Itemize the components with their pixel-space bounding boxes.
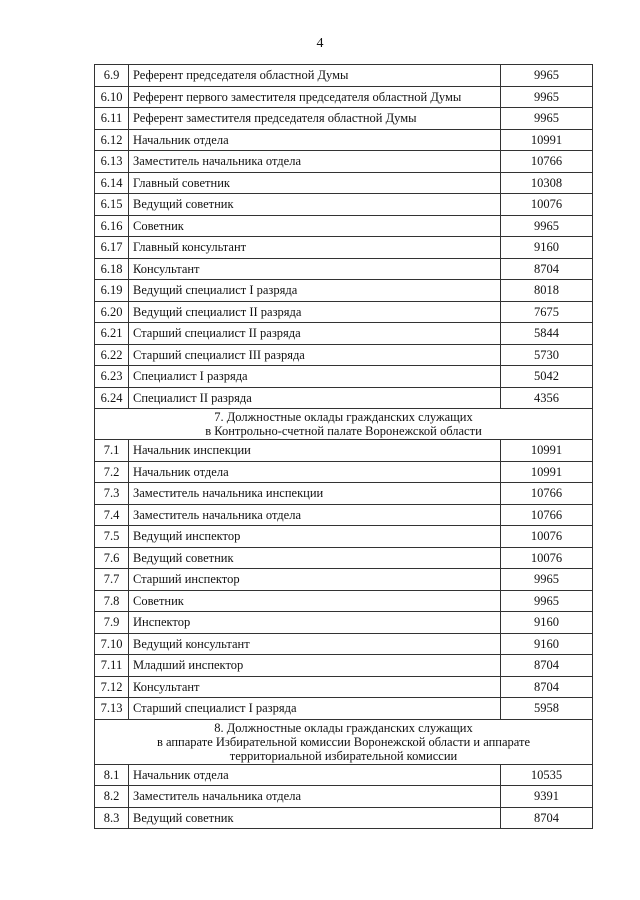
salary-value: 10535 <box>501 764 593 786</box>
salary-table <box>94 64 593 829</box>
position-name: Младший инспектор <box>129 655 501 677</box>
salary-value: 10991 <box>501 461 593 483</box>
row-number: 7.6 <box>95 547 129 569</box>
section-7 <box>95 409 593 440</box>
row-number: 6.12 <box>95 129 129 151</box>
position-name: Специалист II разряда <box>129 387 501 409</box>
position-name: Старший специалист I разряда <box>129 698 501 720</box>
row-number: 7.1 <box>95 440 129 462</box>
row-number: 6.24 <box>95 387 129 409</box>
position-name: Заместитель начальника отдела <box>129 504 501 526</box>
table-row <box>95 344 593 366</box>
section-header-row <box>95 409 593 440</box>
row-number: 7.4 <box>95 504 129 526</box>
salary-value: 10076 <box>501 194 593 216</box>
table-row <box>95 612 593 634</box>
table-row <box>95 323 593 345</box>
salary-value: 10308 <box>501 172 593 194</box>
table-row <box>95 86 593 108</box>
position-name: Заместитель начальника отдела <box>129 786 501 808</box>
table-row <box>95 764 593 786</box>
position-name: Референт заместителя председателя областной Думы <box>129 108 501 130</box>
salary-value: 9160 <box>501 633 593 655</box>
salary-value: 10076 <box>501 547 593 569</box>
position-name: Ведущий советник <box>129 547 501 569</box>
row-number: 8.3 <box>95 807 129 829</box>
table-row <box>95 301 593 323</box>
row-number: 8.2 <box>95 786 129 808</box>
position-name: Главный консультант <box>129 237 501 259</box>
row-number: 7.13 <box>95 698 129 720</box>
row-number: 7.5 <box>95 526 129 548</box>
salary-value: 5042 <box>501 366 593 388</box>
row-number: 7.11 <box>95 655 129 677</box>
row-number: 6.13 <box>95 151 129 173</box>
salary-value: 5730 <box>501 344 593 366</box>
section-header-row <box>95 719 593 764</box>
table-row <box>95 194 593 216</box>
position-name: Начальник отдела <box>129 129 501 151</box>
position-name: Референт председателя областной Думы <box>129 65 501 87</box>
row-number: 6.9 <box>95 65 129 87</box>
rows-section-7 <box>95 440 593 720</box>
table-row <box>95 129 593 151</box>
position-name: Старший специалист III разряда <box>129 344 501 366</box>
row-number: 6.16 <box>95 215 129 237</box>
table-row <box>95 461 593 483</box>
position-name: Старший специалист II разряда <box>129 323 501 345</box>
salary-value: 10076 <box>501 526 593 548</box>
row-number: 7.3 <box>95 483 129 505</box>
row-number: 6.19 <box>95 280 129 302</box>
position-name: Ведущий консультант <box>129 633 501 655</box>
position-name: Главный советник <box>129 172 501 194</box>
salary-value: 9965 <box>501 569 593 591</box>
position-name: Советник <box>129 590 501 612</box>
row-number: 7.7 <box>95 569 129 591</box>
rows-section-8 <box>95 764 593 829</box>
salary-value: 10766 <box>501 504 593 526</box>
section-7-title-line-1: 7. Должностные оклады гражданских служащих <box>214 410 473 424</box>
row-number: 6.17 <box>95 237 129 259</box>
salary-value: 10766 <box>501 151 593 173</box>
position-name: Ведущий советник <box>129 194 501 216</box>
row-number: 8.1 <box>95 764 129 786</box>
position-name: Ведущий советник <box>129 807 501 829</box>
table-row <box>95 504 593 526</box>
row-number: 6.21 <box>95 323 129 345</box>
position-name: Начальник инспекции <box>129 440 501 462</box>
row-number: 7.2 <box>95 461 129 483</box>
section-8 <box>95 719 593 764</box>
table-row <box>95 108 593 130</box>
salary-value: 8704 <box>501 655 593 677</box>
position-name: Ведущий инспектор <box>129 526 501 548</box>
position-name: Заместитель начальника отдела <box>129 151 501 173</box>
salary-value: 7675 <box>501 301 593 323</box>
table-row <box>95 655 593 677</box>
table-row <box>95 440 593 462</box>
salary-value: 10991 <box>501 129 593 151</box>
table-row <box>95 237 593 259</box>
salary-value: 8704 <box>501 676 593 698</box>
table-row <box>95 151 593 173</box>
row-number: 6.10 <box>95 86 129 108</box>
table-row <box>95 676 593 698</box>
table-row <box>95 215 593 237</box>
row-number: 6.14 <box>95 172 129 194</box>
position-name: Заместитель начальника инспекции <box>129 483 501 505</box>
table-row <box>95 786 593 808</box>
salary-value: 9391 <box>501 786 593 808</box>
salary-value: 9160 <box>501 612 593 634</box>
position-name: Специалист I разряда <box>129 366 501 388</box>
row-number: 6.22 <box>95 344 129 366</box>
row-number: 7.8 <box>95 590 129 612</box>
salary-value: 9160 <box>501 237 593 259</box>
position-name: Ведущий специалист I разряда <box>129 280 501 302</box>
section-7-title-line-2: в Контрольно-счетной палате Воронежской области <box>205 424 482 438</box>
salary-value: 4356 <box>501 387 593 409</box>
table-row <box>95 547 593 569</box>
salary-value: 8018 <box>501 280 593 302</box>
table-row <box>95 569 593 591</box>
table-row <box>95 633 593 655</box>
salary-value: 10991 <box>501 440 593 462</box>
table-row <box>95 387 593 409</box>
table-row <box>95 258 593 280</box>
row-number: 6.23 <box>95 366 129 388</box>
table-row <box>95 698 593 720</box>
section-8-header <box>95 719 593 764</box>
salary-value: 10766 <box>501 483 593 505</box>
salary-value: 5958 <box>501 698 593 720</box>
position-name: Консультант <box>129 676 501 698</box>
row-number: 7.12 <box>95 676 129 698</box>
position-name: Инспектор <box>129 612 501 634</box>
table-row <box>95 280 593 302</box>
row-number: 6.11 <box>95 108 129 130</box>
page-number: 4 <box>316 36 324 51</box>
table-row <box>95 483 593 505</box>
position-name: Начальник отдела <box>129 461 501 483</box>
position-name: Референт первого заместителя председателя областной Думы <box>129 86 501 108</box>
table-row <box>95 526 593 548</box>
table-row <box>95 807 593 829</box>
row-number: 6.20 <box>95 301 129 323</box>
table-row <box>95 366 593 388</box>
salary-value: 8704 <box>501 258 593 280</box>
table-row <box>95 172 593 194</box>
row-number: 6.15 <box>95 194 129 216</box>
table-row <box>95 590 593 612</box>
section-8-title-line-2: в аппарате Избирательной комиссии Воронежской области и аппарате <box>156 734 531 749</box>
row-number: 7.9 <box>95 612 129 634</box>
salary-value: 9965 <box>501 65 593 87</box>
salary-value: 5844 <box>501 323 593 345</box>
row-number: 6.18 <box>95 258 129 280</box>
section-7-header <box>95 409 593 440</box>
position-name: Советник <box>129 215 501 237</box>
table-row <box>95 65 593 87</box>
section-8-title-line-1: 8. Должностные оклады гражданских служащих <box>214 720 473 735</box>
position-name: Ведущий специалист II разряда <box>129 301 501 323</box>
row-number: 7.10 <box>95 633 129 655</box>
salary-value: 9965 <box>501 86 593 108</box>
salary-value: 8704 <box>501 807 593 829</box>
position-name: Консультант <box>129 258 501 280</box>
rows-top <box>95 65 593 409</box>
position-name: Начальник отдела <box>129 764 501 786</box>
position-name: Старший инспектор <box>129 569 501 591</box>
salary-value: 9965 <box>501 590 593 612</box>
salary-value: 9965 <box>501 108 593 130</box>
salary-value: 9965 <box>501 215 593 237</box>
section-8-title-line-3: территориальной избирательной комиссии <box>229 748 458 763</box>
